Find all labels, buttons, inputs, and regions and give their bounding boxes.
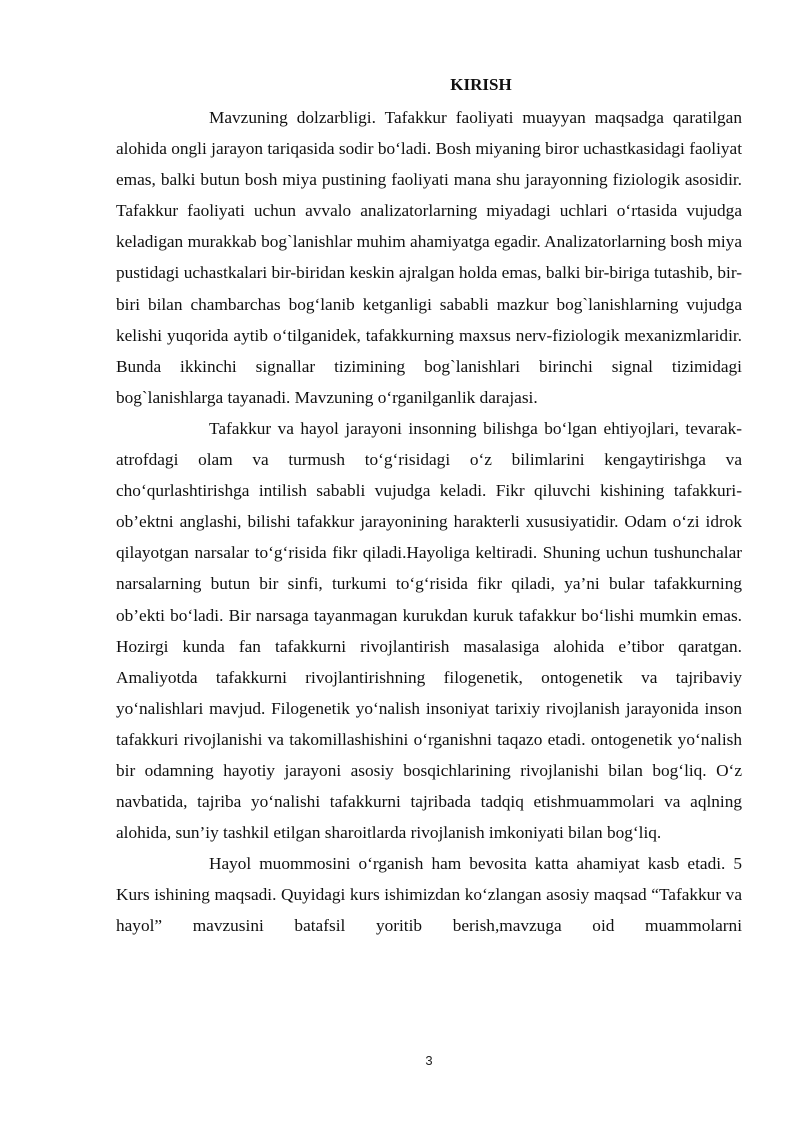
page-number: 3 (425, 1053, 433, 1068)
document-page (116, 0, 742, 1131)
paragraph-relevance: Mavzuning dolzarbligi. Tafakkur faoliyati muayyan maqsadga qaratilgan alohida ongli jarayon tariqasida sodir bo‘ladi. Bosh miyaning biror uchastkasidagi faoliyat emas, balki butun bosh miya pustining faoliyati mana shu jarayonning fiziologik asosidir. Tafakkur faoliyati uchun avvalo analizatorlarning miyadagi uchlari o‘rtasida vujudga keladigan murakkab bog`lanishlar muhim ahamiyatga egadir. Analizatorlarning bosh miya pustidagi uchastkalari bir-biridan keskin ajralgan holda emas, balki bir-biriga tutashib, bir-biri bilan chambarchas bog‘lanib ketganligi sababli mazkur bog`lanishlarning vujudga kelishi yuqorida aytib o‘tilganidek, tafakkurning maxsus nerv-fiziologik mexanizmlaridir. Bunda ikkinchi signallar tizimining bog`lanishlari birinchi signal tizimidagi bog`lanishlarga tayanadi. Mavzuning o‘rganilganlik darajasi. (116, 108, 742, 407)
paragraph-course-goal: Hayol muommosini o‘rganish ham bevosita katta ahamiyat kasb etadi. 5 Kurs ishining maqsadi. Quyidagi kurs ishimizdan ko‘zlangan asosiy maqsad “Tafakkur va hayol” mavzusini batafsil yoritib berish,mavzuga oid muammolarni (116, 854, 742, 936)
paragraph-thinking-imagination: Tafakkur va hayol jarayoni insonning bilishga bo‘lgan ehtiyojlari, tevarak- atrofdagi olam va turmush to‘g‘risidagi o‘z bilimlarini kengaytirishga va cho‘qurlashtirishga intilish sababli vujudga keladi. Fikr qiluvchi kishining tafakkuri-ob’ektni anglashi, bilishi tafakkur jarayonining harakterli xususiyatidir. Odam o‘zi idrok qilayotgan narsalar to‘g‘risida fikr qiladi.Hayoliga keltiradi. Shuning uchun tushunchalar narsalarning butun bir sinfi, turkumi to‘g‘risida fikr qiladi, ya’ni bular tafakkurning ob’ekti bo‘ladi. Bir narsaga tayanmagan kurukdan kuruk tafakkur bo‘lishi mumkin emas. Hozirgi kunda fan tafakkurni rivojlantirish masalasiga alohida e’tibor qaratgan. Amaliyotda tafakkurni rivojlantirishning filogenetik, ontogenetik va tajribaviy yo‘nalishlari mavjud. Filogenetik yo‘nalish insoniyat tarixiy rivojlanish jarayonida inson tafakkuri rivojlanishi va takomillashishini o‘rganishni taqazo etadi. ontogenetik yo‘nalish bir odamning hayotiy jarayoni asosiy bosqichlarining rivojlanishi bilan bog‘liq. O‘z navbatida, tajriba yo‘nalishi tafakkurni tajribada tadqiq etishmuammolari va aqlning alohida, sun’iy tashkil etilgan sharoitlarda rivojlanish imkoniyati bilan bog‘liq. (116, 418, 742, 843)
section-heading: KIRISH (450, 75, 512, 94)
body-text (116, 102, 742, 942)
